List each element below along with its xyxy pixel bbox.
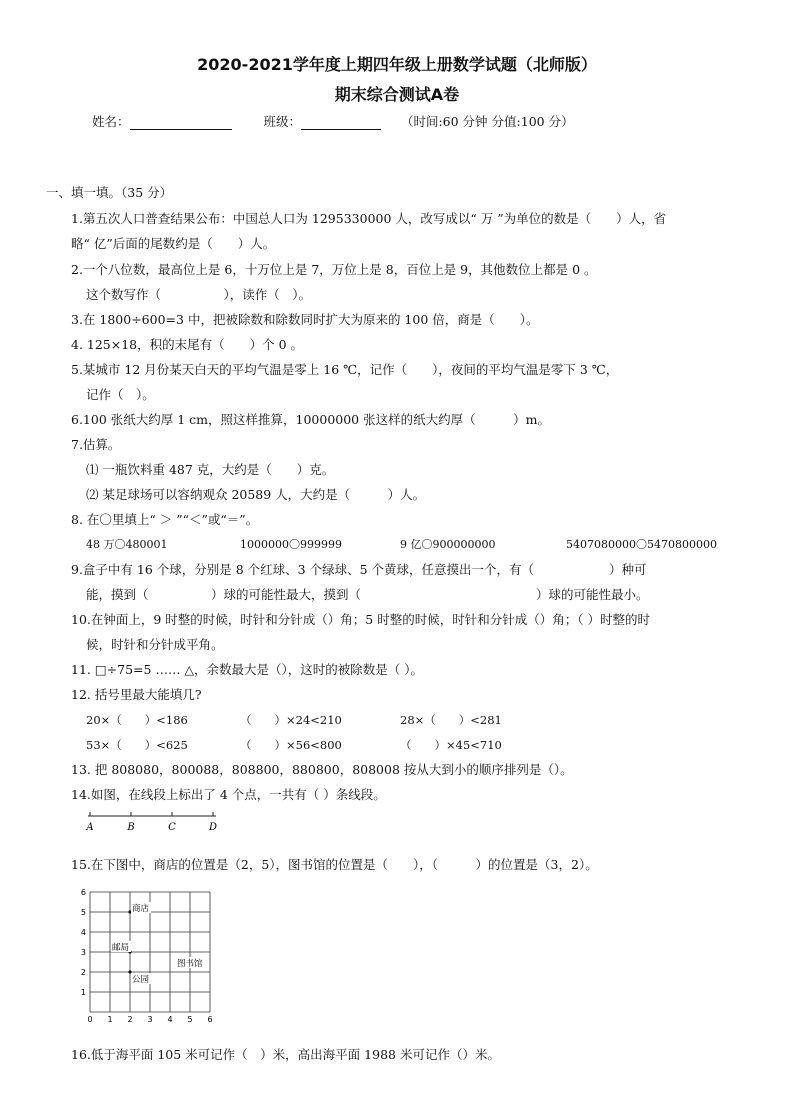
q2-line1: 2.一个八位数，最高位上是 6，十万位上是 7，万位上是 8，百位上是 9，其他数位上都是 0 。 [71, 262, 597, 277]
x-tick-label: 3 [147, 1015, 153, 1022]
class-label: 班级： [263, 114, 301, 129]
q4: 4. 125×18，积的末尾有（ ）个 0 。 [71, 337, 304, 352]
coordinate-grid [78, 882, 228, 1022]
q12-item: （ ）×56<800 [240, 738, 342, 752]
q9-line1: 9.盒子中有 16 个球，分别是 8 个红球、3 个绿球、5 个黄球，任意摸出一个，有（ ）种可 [71, 562, 647, 577]
point-label: D [208, 822, 218, 833]
q5-line1: 5.某城市 12 月份某天白天的平均气温是零上 16 ℃，记作（ ），夜间的平均气温是零下 3 ℃， [71, 362, 619, 377]
q11: 11. □÷75=5 …… △，余数最大是（），这时的被除数是（ ）。 [71, 662, 424, 677]
q7-item2: ⑵ 某足球场可以容纳观众 20589 人，大约是（ ）人。 [86, 487, 426, 502]
x-tick-label: 5 [187, 1015, 193, 1022]
y-tick-label: 1 [80, 988, 86, 997]
y-tick-label: 5 [80, 908, 86, 917]
q7-heading: 7.估算。 [71, 437, 121, 452]
class-field[interactable] [301, 117, 381, 130]
q14: 14.如图，在线段上标出了 4 个点，一共有（ ）条线段。 [71, 787, 386, 802]
student-info-row [92, 114, 574, 130]
q12-item: （ ）×45<710 [400, 738, 502, 752]
exam-subtitle: 期末综合测试A卷 [334, 85, 460, 104]
q12-heading: 12. 括号里最大能填几? [71, 687, 202, 702]
place-label: 邮局 [112, 943, 130, 953]
point-label: C [168, 822, 176, 833]
q8-item: 5407080000〇5470800000 [566, 538, 717, 551]
name-field[interactable] [130, 117, 232, 130]
y-tick-label: 2 [80, 968, 86, 977]
q12-item: 20×（ ）<186 [86, 713, 188, 727]
q13: 13. 把 808080，800088，808800，880800，808008 按从大到小的顺序排列是（）。 [71, 762, 573, 777]
place-label: 图书馆 [177, 959, 203, 969]
place-label: 商店 [132, 904, 150, 914]
x-tick-label: 4 [167, 1015, 173, 1022]
y-tick-label: 3 [80, 948, 86, 957]
q16: 16.低于海平面 105 米可记作（ ）米，高出海平面 1988 米可记作（）米。 [71, 1047, 500, 1062]
q10-line1: 10.在钟面上，9 时整的时候，时针和分针成（）角；5 时整的时候，时针和分针成（）角；（ ）时整的时 [71, 612, 650, 627]
point-label: B [127, 822, 135, 833]
q8-heading: 8. 在〇里填上“ ＞ ”“＜”或“＝”。 [71, 512, 259, 527]
q7-item1: ⑴ 一瓶饮料重 487 克，大约是（ ）克。 [86, 462, 335, 477]
x-tick-label: 6 [207, 1015, 213, 1022]
time-info: （时间:60 分钟 分值:100 分） [400, 114, 574, 129]
q6: 6.100 张纸大约厚 1 cm，照这样推算，10000000 张这样的纸大约厚（ ）m。 [71, 412, 550, 427]
q8-item: 48 万〇480001 [86, 538, 168, 551]
q15: 15.在下图中，商店的位置是（2，5），图书馆的位置是（ ），（ ）的位置是（3，2）。 [71, 857, 598, 872]
q2-line2: 这个数写作（ ），读作（ ）。 [86, 287, 312, 302]
q1-line2: 略“ 亿”后面的尾数约是（ ）人。 [71, 236, 276, 251]
x-tick-label: 1 [107, 1015, 113, 1022]
x-tick-label: 0 [87, 1015, 93, 1022]
section-heading: 一、填一填。（35 分） [46, 185, 173, 200]
q1-line1: 1.第五次人口普查结果公布：中国总人口为 1295330000 人，改写成以“ 万 ”为单位的数是（ ）人，省 [71, 211, 667, 226]
q5-line2: 记作（ ）。 [86, 387, 155, 402]
y-tick-label: 4 [80, 928, 86, 937]
point-label: A [86, 822, 94, 833]
q8-item: 1000000〇999999 [240, 538, 342, 551]
q3: 3.在 1800÷600=3 中，把被除数和除数同时扩大为原来的 100 倍，商是（ ）。 [71, 312, 539, 327]
y-tick-label: 6 [80, 888, 86, 897]
q12-item: 53×（ ）<625 [86, 738, 188, 752]
q12-item: 28×（ ）<281 [400, 713, 502, 727]
q12-item: （ ）×24<210 [240, 713, 342, 727]
place-label: 公园 [132, 975, 150, 985]
x-tick-label: 2 [127, 1015, 133, 1022]
exam-title: 2020-2021学年度上期四年级上册数学试题（北师版） [197, 55, 597, 74]
segment-figure [80, 808, 230, 834]
q10-line2: 候，时针和分针成平角。 [86, 637, 224, 652]
q8-item: 9 亿〇900000000 [400, 538, 496, 551]
q9-line2: 能，摸到（ ）球的可能性最大，摸到（ ）球的可能性最小。 [86, 587, 649, 602]
name-label: 姓名： [92, 114, 130, 129]
